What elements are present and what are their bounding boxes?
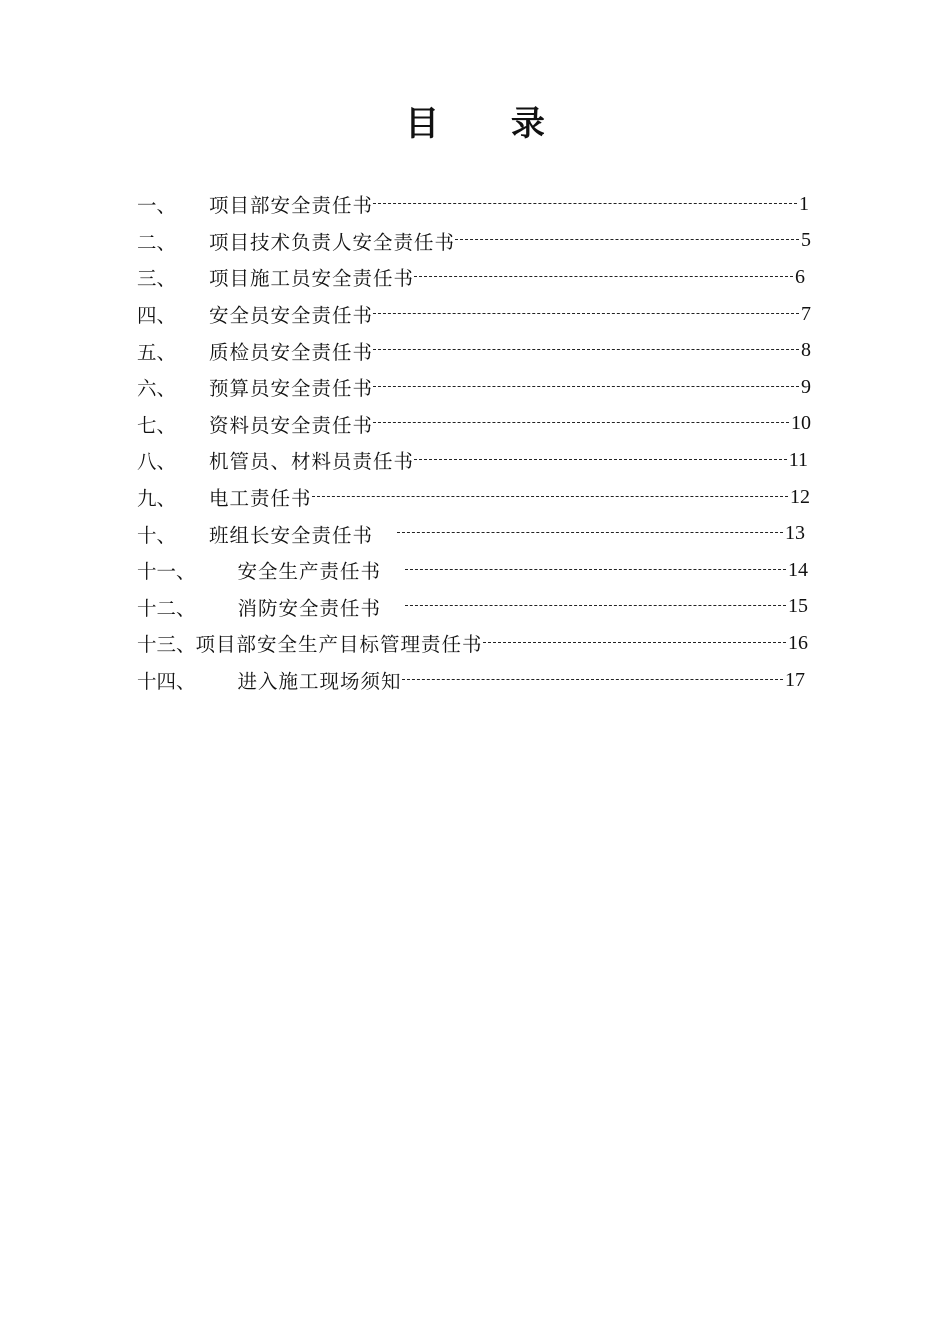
toc-entry-page: 15 (788, 595, 808, 618)
toc-entry[interactable] (137, 479, 811, 516)
toc-entry-label: 质检员安全责任书 (209, 340, 374, 364)
toc-entry-number: 四、 (137, 304, 177, 328)
toc-leader (373, 386, 799, 389)
toc-leader (397, 532, 783, 535)
toc-entry-label: 项目技术负责人安全责任书 (209, 230, 456, 254)
toc-entry-label: 资料员安全责任书 (209, 413, 374, 437)
toc-entry-number: 五、 (137, 340, 177, 364)
toc-leader (373, 422, 789, 425)
toc-entry[interactable] (137, 662, 811, 699)
toc-entry-label: 安全生产责任书 (237, 560, 382, 584)
toc-entry-number: 二、 (137, 230, 177, 254)
toc-entry-page: 11 (788, 448, 808, 471)
toc-entry[interactable] (137, 515, 811, 552)
toc-entry[interactable] (137, 186, 811, 223)
toc-entry-number: 三、 (137, 267, 177, 291)
toc-entry-label: 机管员、材料员责任书 (209, 450, 415, 474)
toc-leader (373, 349, 799, 352)
toc-entry[interactable] (137, 589, 811, 626)
toc-entry-number: 十二、 (137, 596, 196, 620)
toc-entry-number: 六、 (137, 377, 177, 401)
toc-entry-number: 一、 (137, 194, 177, 218)
toc-entry-page: 7 (801, 302, 811, 325)
toc-entry-label: 进入施工现场须知 (237, 670, 402, 694)
toc-entry-page: 13 (785, 522, 805, 545)
toc-leader (405, 605, 786, 608)
toc-entry-page: 9 (801, 375, 811, 398)
toc-leader (455, 239, 799, 242)
toc-entry[interactable] (137, 552, 811, 589)
toc-entry-number: 十、 (137, 523, 177, 547)
toc-entry-page: 1 (799, 192, 809, 215)
toc-entry[interactable] (137, 625, 811, 662)
toc-entry-number: 十四、 (137, 670, 196, 694)
toc-entry-number: 八、 (137, 450, 177, 474)
toc-entry-page: 10 (791, 412, 811, 435)
toc-entry-label: 预算员安全责任书 (209, 377, 374, 401)
toc-leader (402, 679, 783, 682)
toc-entry-label: 项目部安全责任书 (209, 194, 374, 218)
toc-leader (405, 569, 786, 572)
page-title: 目 录 (405, 104, 575, 144)
toc-entry[interactable] (137, 296, 811, 333)
toc-entry-label: 消防安全责任书 (237, 596, 382, 620)
toc-entry-page: 16 (788, 631, 808, 654)
toc-entry-number: 十三、 (137, 633, 196, 657)
toc-entry[interactable] (137, 442, 811, 479)
toc-entry-label: 安全员安全责任书 (209, 304, 374, 328)
toc-entry-label: 班组长安全责任书 (209, 523, 374, 547)
toc-entry[interactable] (137, 406, 811, 443)
toc-entry-number: 九、 (137, 487, 177, 511)
toc-entry-page: 17 (785, 668, 805, 691)
toc-entry[interactable] (137, 259, 811, 296)
toc-entry[interactable] (137, 369, 811, 406)
toc-entry-page: 12 (790, 485, 810, 508)
toc-entry[interactable] (137, 223, 811, 260)
toc-entry-page: 8 (801, 339, 811, 362)
toc-leader (312, 496, 788, 499)
toc-entry-label: 电工责任书 (209, 487, 312, 511)
toc-entry-label: 项目施工员安全责任书 (209, 267, 415, 291)
toc-entry-label: 项目部安全生产目标管理责任书 (195, 633, 483, 657)
toc-leader (373, 203, 797, 206)
toc-entry-page: 6 (795, 265, 805, 288)
toc-entry[interactable] (137, 332, 811, 369)
toc-leader (373, 313, 799, 316)
toc-leader (414, 276, 793, 279)
toc-entry-page: 14 (788, 558, 808, 581)
toc-leader (483, 642, 786, 645)
toc-entry-number: 七、 (137, 413, 177, 437)
toc-entry-page: 5 (801, 229, 811, 252)
toc-entry-number: 十一、 (137, 560, 196, 584)
table-of-contents (137, 186, 811, 698)
toc-leader (414, 459, 787, 462)
